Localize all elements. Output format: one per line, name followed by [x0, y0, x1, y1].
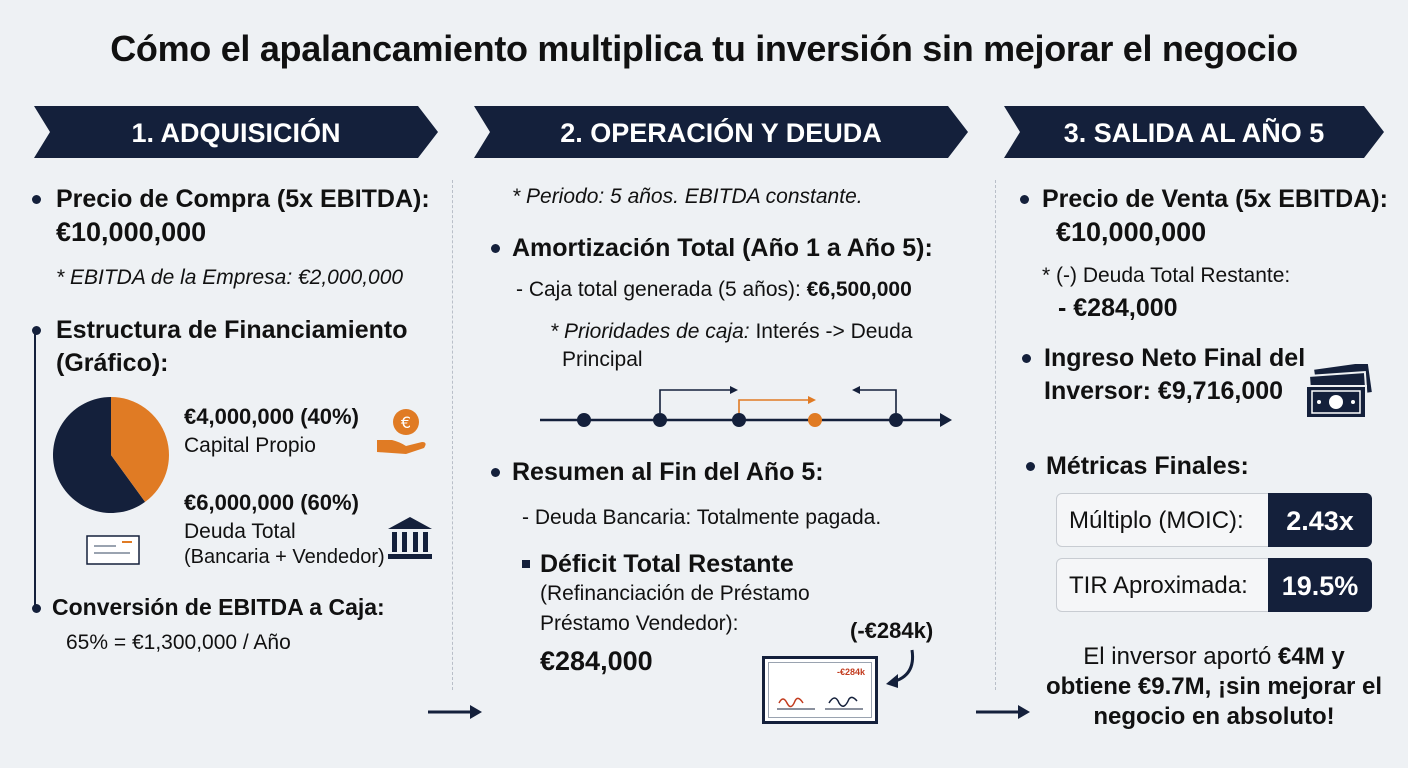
metrics-label: Métricas Finales: [1046, 452, 1249, 480]
page-title: Cómo el apalancamiento multiplica tu inversión sin mejorar el negocio [110, 28, 1298, 69]
conversion-label: Conversión de EBITDA a Caja: [52, 594, 385, 620]
check-signature-icon [775, 687, 867, 713]
cash-generated-value: €6,500,000 [806, 278, 912, 301]
step-3-title: 3. SALIDA AL AÑO 5 [1063, 118, 1325, 148]
bullet [32, 604, 41, 613]
cash-priorities-text: Interés -> Deuda [749, 320, 913, 343]
step-2-banner [474, 106, 968, 158]
refinance-check [762, 656, 878, 724]
equity-value: €4,000,000 (40%) [184, 404, 359, 429]
financing-subtitle: (Gráfico): [56, 349, 169, 377]
debt-payment-timeline [536, 380, 956, 436]
summary-label: Resumen al Fin del Año 5: [512, 458, 824, 486]
column-divider [452, 180, 453, 690]
cash-generated-label: - Caja total generada (5 años): [516, 278, 807, 301]
deficit-detail: (Refinanciación de Préstamo [540, 582, 810, 605]
debt-sublabel: (Bancaria + Vendedor) [184, 546, 385, 568]
column-divider [995, 180, 996, 690]
cash-bills-icon [1302, 364, 1374, 422]
financing-title: Estructura de Financiamiento [56, 316, 408, 344]
check-icon [86, 532, 142, 568]
step-2-title: 2. OPERACIÓN Y DEUDA [560, 118, 882, 148]
sale-price-value: €10,000,000 [1056, 217, 1207, 247]
bullet [491, 244, 500, 253]
metric-value: 2.43x [1268, 493, 1372, 547]
step-1-title: 1. ADQUISICIÓN [131, 118, 341, 148]
cash-priorities-label: * Prioridades de caja: [550, 320, 750, 343]
purchase-price-label: Precio de Compra (5x EBITDA): [56, 185, 430, 213]
net-income-label: Ingreso Neto Final del [1044, 344, 1306, 372]
deficit-tag: (-€284k) [850, 618, 934, 643]
conclusion-highlight-1: €4M [1278, 643, 1325, 670]
purchase-price-value: €10,000,000 [56, 217, 207, 247]
timeline-connector [34, 330, 36, 606]
step-1-banner [34, 106, 438, 158]
bank-debt-status: - Deuda Bancaria: Totalmente pagada. [522, 506, 882, 529]
conclusion-text [1044, 642, 1384, 732]
metric-value: 19.5% [1268, 558, 1372, 612]
bank-icon [386, 515, 434, 561]
metric-label: TIR Aproximada: [1069, 572, 1248, 599]
deficit-value: €284,000 [540, 646, 653, 676]
svg-text:€: € [400, 413, 412, 432]
cash-generated [516, 276, 912, 304]
ebitda-note: * EBITDA de la Empresa: €2,000,000 [56, 266, 404, 289]
debt-value: €6,000,000 (60%) [184, 490, 359, 515]
bullet [32, 195, 41, 204]
step-3-banner [1004, 106, 1384, 158]
bullet [1020, 195, 1029, 204]
remaining-debt-value: - €284,000 [1058, 294, 1178, 322]
period-note: * Periodo: 5 años. EBITDA constante. [512, 185, 863, 208]
coin-hand-icon [374, 406, 430, 454]
bullet [1022, 354, 1031, 363]
deficit-label: Déficit Total Restante [540, 550, 794, 578]
conclusion-highlight-2: y obtiene €9.7M, ¡sin mejorar el negocio en absoluto! [1045, 643, 1383, 730]
bullet [32, 326, 41, 335]
net-income-value: Inversor: €9,716,000 [1044, 377, 1284, 405]
cash-priorities [550, 318, 912, 346]
debt-label: Deuda Total [184, 520, 296, 543]
conversion-value: 65% = €1,300,000 / Año [66, 631, 291, 654]
bullet [1026, 462, 1035, 471]
curved-arrow-icon [882, 646, 922, 690]
metric-label: Múltiplo (MOIC): [1069, 507, 1244, 534]
remaining-debt-label: * (-) Deuda Total Restante: [1042, 264, 1291, 287]
metric-irr [1056, 558, 1372, 612]
cash-priorities-line2: Principal [562, 348, 643, 371]
check-amount: -€284k [836, 667, 865, 677]
bullet [491, 468, 500, 477]
flow-arrow-icon [974, 702, 1034, 722]
sale-price-label: Precio de Venta (5x EBITDA): [1042, 185, 1388, 213]
amortization-label: Amortización Total (Año 1 a Año 5): [512, 234, 933, 262]
financing-pie-chart [52, 396, 170, 514]
bullet [522, 560, 530, 568]
flow-arrow-icon [426, 702, 486, 722]
deficit-detail-2: Préstamo Vendedor): [540, 612, 739, 635]
equity-label: Capital Propio [184, 434, 316, 457]
metric-moic [1056, 493, 1372, 547]
conclusion-part-1: El inversor aportó [1083, 643, 1279, 670]
